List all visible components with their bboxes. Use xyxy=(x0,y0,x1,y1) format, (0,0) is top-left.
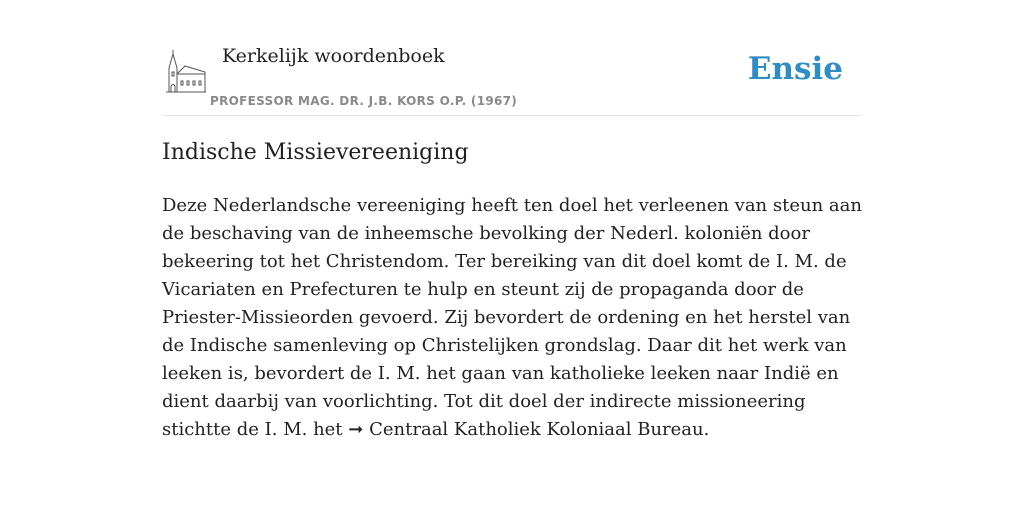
entry-body xyxy=(162,192,862,444)
entry-title: Indische Missievereeniging xyxy=(162,140,469,165)
entry-body-text: Deze Nederlandsche vereeniging heeft ten doel het verleenen van steun aan de beschaving van de inheemsche bevolking der Nederl. koloniën door bekeering tot het Christendom. Ter bereiking van dit doel komt de I. M. de Vicariaten en Prefecturen te hulp en steunt zij de propaganda door de Priester-Missieorden gevoerd. Zij bevordert de ordening en het herstel van de Indische samenleving op Christelijken grondslag. Daar dit het werk van leeken is, bevordert de I. M. het gaan van katholieke leeken naar Indië en dient daarbij van voorlichting. Tot dit doel der indirecte missioneering stichtte de I. M. het xyxy=(162,195,862,440)
entry-link-centraal-katholiek-koloniaal-bureau[interactable]: Centraal Katholiek Koloniaal Bureau xyxy=(369,419,704,440)
church-icon xyxy=(165,50,207,94)
ensie-logo[interactable]: Ensie xyxy=(747,51,843,87)
header xyxy=(162,0,862,116)
entry-body-closing: . xyxy=(703,419,710,440)
arrow-right-icon: ➞ xyxy=(348,419,364,440)
dictionary-title[interactable]: Kerkelijk woordenboek xyxy=(222,45,445,67)
dictionary-author: PROFESSOR MAG. DR. J.B. KORS O.P. (1967) xyxy=(210,94,518,108)
page xyxy=(162,0,862,512)
